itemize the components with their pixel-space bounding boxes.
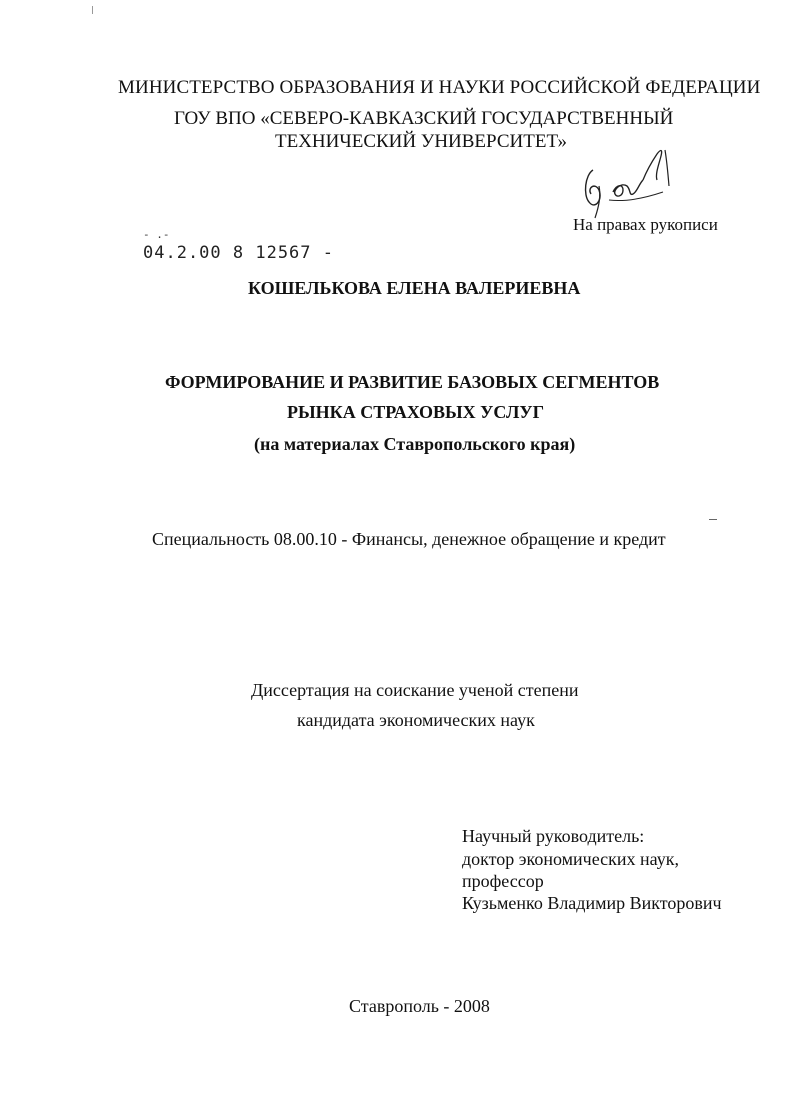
city-and-year: Ставрополь - 2008 xyxy=(349,996,490,1016)
supervisor-label: Научный руководитель: xyxy=(462,826,645,846)
university-name-line-1: ГОУ ВПО «СЕВЕРО-КАВКАЗСКИЙ ГОСУДАРСТВЕННЫЙ xyxy=(174,108,674,129)
supervisor-rank: профессор xyxy=(462,871,544,891)
university-name-line-2: ТЕХНИЧЕСКИЙ УНИВЕРСИТЕТ» xyxy=(275,131,568,152)
specialty-line: Специальность 08.00.10 - Финансы, денежное обращение и кредит xyxy=(152,529,666,549)
ministry-name: МИНИСТЕРСТВО ОБРАЗОВАНИЯ И НАУКИ РОССИЙСКОЙ ФЕДЕРАЦИИ xyxy=(118,77,761,98)
registry-marks: - .- xyxy=(143,228,170,241)
title-subtitle: (на материалах Ставропольского края) xyxy=(254,434,576,454)
supervisor-name: Кузьменко Владимир Викторович xyxy=(462,893,722,913)
supervisor-degree: доктор экономических наук, xyxy=(462,849,679,869)
scan-mark xyxy=(92,6,93,14)
manuscript-rights-note: На правах рукописи xyxy=(573,215,718,234)
author-name: КОШЕЛЬКОВА ЕЛЕНА ВАЛЕРИЕВНА xyxy=(248,278,581,298)
title-line-1: ФОРМИРОВАНИЕ И РАЗВИТИЕ БАЗОВЫХ СЕГМЕНТОВ xyxy=(165,372,660,392)
scan-artifact xyxy=(709,519,717,520)
dissertation-degree-line-1: Диссертация на соискание ученой степени xyxy=(251,680,579,700)
registry-number: 04.2.00 8 12567 - xyxy=(143,243,334,263)
dissertation-degree-line-2: кандидата экономических наук xyxy=(297,710,535,730)
title-line-2: РЫНКА СТРАХОВЫХ УСЛУГ xyxy=(287,402,545,422)
